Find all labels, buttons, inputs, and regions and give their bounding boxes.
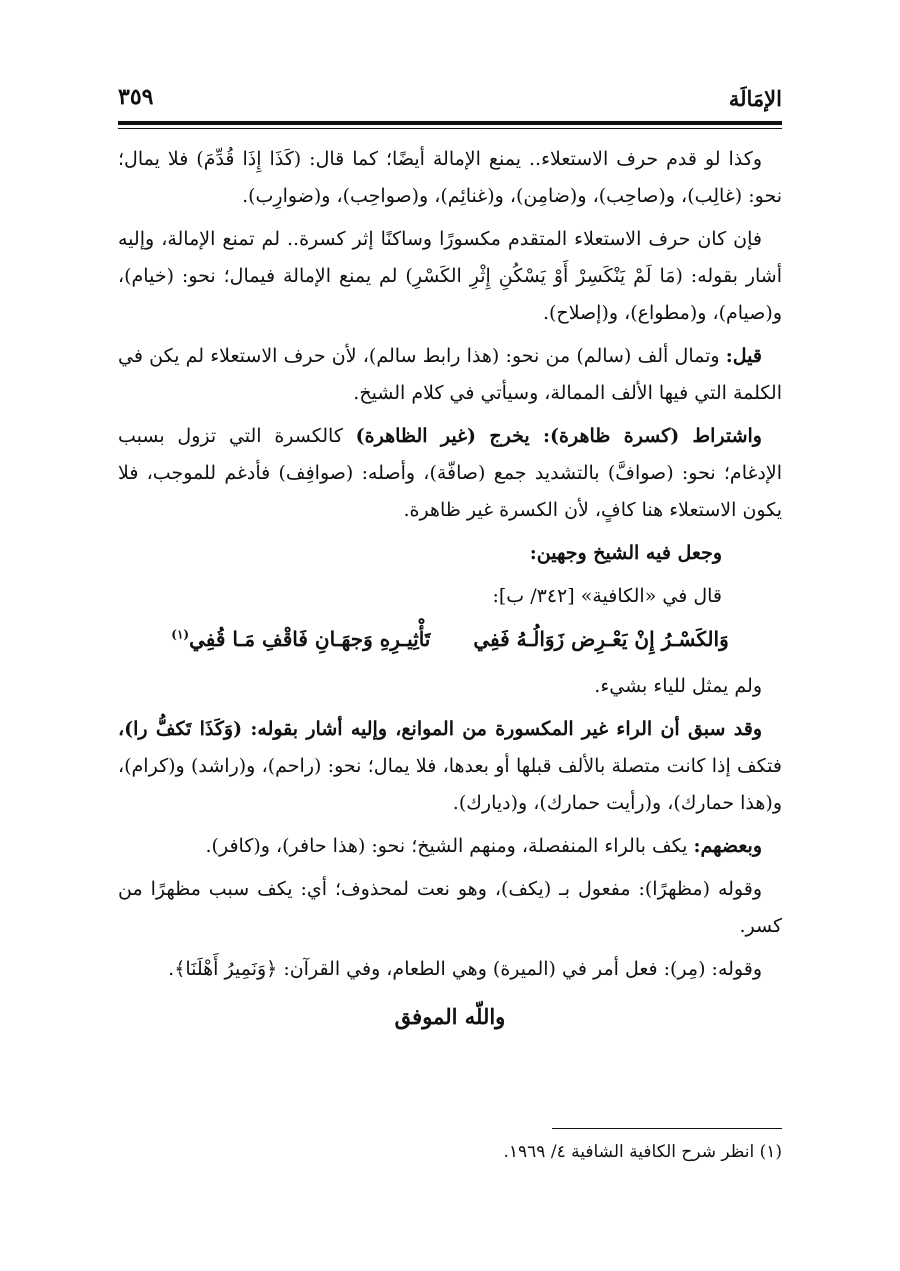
footnote: (١) انظر شرح الكافية الشافية ٤/ ١٩٦٩. [503, 1142, 782, 1162]
verse-first-hemistich: وَالكَسْـرُ إِنْ يَعْـرِض زَوَالُـهُ فَفِي [473, 627, 729, 651]
paragraph-3 [118, 338, 782, 412]
paragraph-10: وقوله (مظهرًا): مفعول بـ (يكف)، وهو نعت لمحذوف؛ أي: يكف سبب مظهرًا من كسر. [118, 878, 782, 937]
poetry-verse [118, 621, 782, 658]
verse-second-hemistich-text: تَأْثِيـرِهِ وَجهَـانِ فَاقْفِ مَـا قُفِي [189, 627, 431, 651]
paragraph-9-text: يكف بالراء المنفصلة، ومنهم الشيخ؛ نحو: (هذا حافر)، و(كافر). [205, 835, 688, 857]
paragraph-9 [118, 828, 782, 865]
footnote-ref: (١) [171, 627, 190, 642]
paragraph-1: وكذا لو قدم حرف الاستعلاء.. يمنع الإمالة أيضًا؛ كما قال: (كَذَا إِذَا قُدِّمَ) فلا يمال؛ نحو: (غالِب)، و(صاحِب)، و(ضامِن)، و(غنائِم)، و(صواحِب)، و(ضوارِب). [118, 148, 782, 207]
closing-phrase: واللّه الموفق [394, 1004, 506, 1029]
paragraph-9-lead: وبعضهم: [693, 835, 762, 857]
paragraph-3-lead: قيل: [725, 345, 762, 367]
paragraph-7: ولم يمثل للياء بشيء. [594, 675, 762, 697]
paragraph-3-text: وتمال ألف (سالم) من نحو: (هذا رابط سالم)، لأن حرف الاستعلاء لم يكن في الكلمة التي فيها الألف الممالة، وسيأتي في كلام الشيخ. [118, 345, 782, 404]
paragraph-4 [118, 418, 782, 529]
header-rule-thin [118, 128, 782, 129]
header-rule-thick [118, 121, 782, 125]
paragraph-4-text: كالكسرة التي تزول بسبب الإدغام؛ نحو: (صوافَّ) بالتشديد جمع (صافّة)، وأصله: (صوافِف) فأدغم للموجب، فلا يكون الاستعلاء هنا كافٍ، لأن الكسرة غير ظاهرة. [118, 425, 782, 521]
paragraph-5: وجعل فيه الشيخ وجهين: [529, 542, 722, 564]
paragraph-8-text: فتكف إذا كانت متصلة بالألف قبلها أو بعدها، فلا يمال؛ نحو: (راحم)، و(راشد) و(كرام)، و(هذا حمارك)، و(رأيت حمارك)، و(ديارك). [118, 755, 782, 814]
paragraph-11: وقوله: (مِر): فعل أمر في (الميرة) وهي الطعام، وفي القرآن: ﴿وَنَمِيرُ أَهْلَنَا﴾. [168, 958, 762, 980]
paragraph-4-lead: واشتراط (كسرة ظاهرة): يخرج (غير الظاهرة) [355, 425, 762, 447]
page-header [118, 80, 782, 120]
verse-second-hemistich [171, 621, 430, 658]
paragraph-8 [118, 711, 782, 822]
footnote-separator [552, 1128, 782, 1129]
running-title: الإمَالَة [728, 86, 782, 111]
page-number: ٣٥٩ [118, 84, 154, 110]
paragraph-2: فإن كان حرف الاستعلاء المتقدم مكسورًا وساكنًا إثر كسرة.. لم تمنع الإمالة، وإليه أشار بقوله: (مَا لَمْ يَنْكَسِرْ أَوْ يَسْكُنِ إِثْرِ الكَسْرِ) لم يمنع الإمالة فيمال؛ نحو: (خيام)، و(صيام)، و(مطواع)، و(إصلاح). [118, 228, 782, 324]
paragraph-8-lead: وقد سبق أن الراء غير المكسورة من الموانع، وإليه أشار بقوله: (وَكَذَا تَكفُّ را)، [118, 718, 762, 740]
body-text [118, 141, 782, 1035]
paragraph-6: قال في «الكافية» [٣٤٢/ ب]: [492, 585, 722, 607]
